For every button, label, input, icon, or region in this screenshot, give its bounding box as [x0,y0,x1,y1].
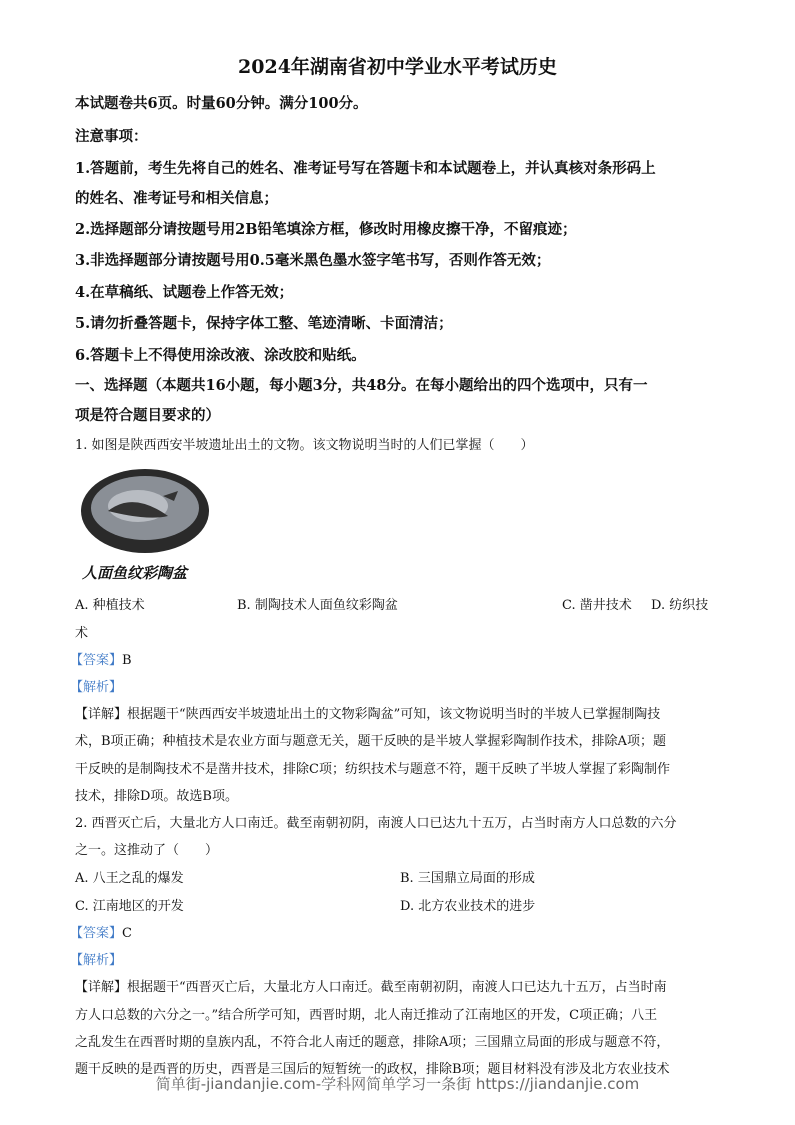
notice-heading: 注意事项： [75,128,148,145]
q2-stem: 2. 西晋灭亡后，大量北方人口南迁。截至南朝初阴，南渡人口已达九十五万，占当时南方人口总数的六分 [75,816,677,831]
q2-detail-line: 方人口总数的六分之一。”结合所学可知，西晋时期，北人南迁推动了江南地区的开发，C项正确；八王 [75,1008,658,1023]
q1-option-c: C. 凿井技术 [562,598,632,613]
section-heading: 项是符合题目要求的） [75,407,220,424]
q1-answer: B [122,653,132,668]
section-heading: 一、选择题（本题共16小题，每小题3分，共48分。在每小题给出的四个选项中，只有一 [75,377,648,394]
q2-option-b: B. 三国鼎立局面的形成 [400,871,535,886]
q2-detail-line: 之乱发生在西晋时期的皇族内乱，不符合北人南迁的题意，排除A项；三国鼎立局面的形成与题意不符， [75,1035,670,1050]
q2-answer: C [122,926,132,941]
q1-option-d-wrap: 术 [75,626,89,641]
notice-line: 2.选择题部分请按题号用2B铅笔填涂方框，修改时用橡皮擦干净，不留痕迹； [75,221,577,238]
q2-option-a: A. 八王之乱的爆发 [75,871,184,886]
notice-line: 5.请勿折叠答题卡，保持字体工整、笔迹清晰、卡面清洁； [75,315,453,332]
notice-line: 1.答题前，考生先将自己的姓名、准考证号写在答题卡和本试题卷上，并认真核对条形码上 [75,160,656,177]
q1-stem: 1. 如图是陕西西安半坡遗址出土的文物。该文物说明当时的人们已掌握（ ） [75,438,534,453]
page-title: 2024年湖南省初中学业水平考试历史 [238,56,557,78]
q1-option-d: D. 纺织技 [651,598,709,613]
q1-detail-line: 术，B项正确；种植技术是农业方面与题意无关，题干反映的是半坡人掌握彩陶制作技术，排除A项；题 [75,734,666,749]
exam-intro: 本试题卷共6页。时量60分钟。满分100分。 [75,95,368,112]
notice-line: 4.在草稿纸、试题卷上作答无效； [75,284,294,301]
pottery-basin-image [78,466,213,586]
q1-detail-line: 干反映的是制陶技术不是凿井技术，排除C项；纺织技术与题意不符，题干反映了半坡人掌握了彩陶制作 [75,762,670,777]
q1-option-a: A. 种植技术 [75,598,145,613]
analysis-label: 【解析】 [70,953,123,968]
q2-option-c: C. 江南地区的开发 [75,899,184,914]
analysis-label: 【解析】 [70,680,123,695]
image-caption: 人面鱼纹彩陶盆 [82,564,188,582]
notice-line: 6.答题卡上不得使用涂改液、涂改胶和贴纸。 [75,347,366,364]
q2-detail-line: 题干反映的是西晋的历史，西晋是三国后的短暂统一的政权，排除B项；题目材料没有涉及北方农业技术 [75,1062,670,1077]
q1-option-b: B. 制陶技术人面鱼纹彩陶盆 [237,598,398,613]
answer-label: 【答案】 [70,926,123,941]
answer-label: 【答案】 [70,653,123,668]
notice-line: 的姓名、准考证号和相关信息； [75,190,278,207]
q1-detail-line: 【详解】根据题干“陕西西安半坡遗址出土的文物彩陶盆”可知，该文物说明当时的半坡人已掌握制陶技 [75,707,661,722]
q2-option-d: D. 北方农业技术的进步 [400,899,536,914]
q1-detail-line: 技术，排除D项。故选B项。 [75,789,238,804]
watermark: 简单街-jiandanjie.com-学科网简单学习一条街 https://jiandanjie.com [155,1075,640,1093]
q2-stem: 之一。这推动了（ ） [75,843,219,858]
notice-line: 3.非选择题部分请按题号用0.5毫米黑色墨水签字笔书写，否则作答无效； [75,252,551,269]
q2-detail-line: 【详解】根据题干“西晋灭亡后，大量北方人口南迁。截至南朝初阴，南渡人口已达九十五万，占当时南 [75,980,667,995]
